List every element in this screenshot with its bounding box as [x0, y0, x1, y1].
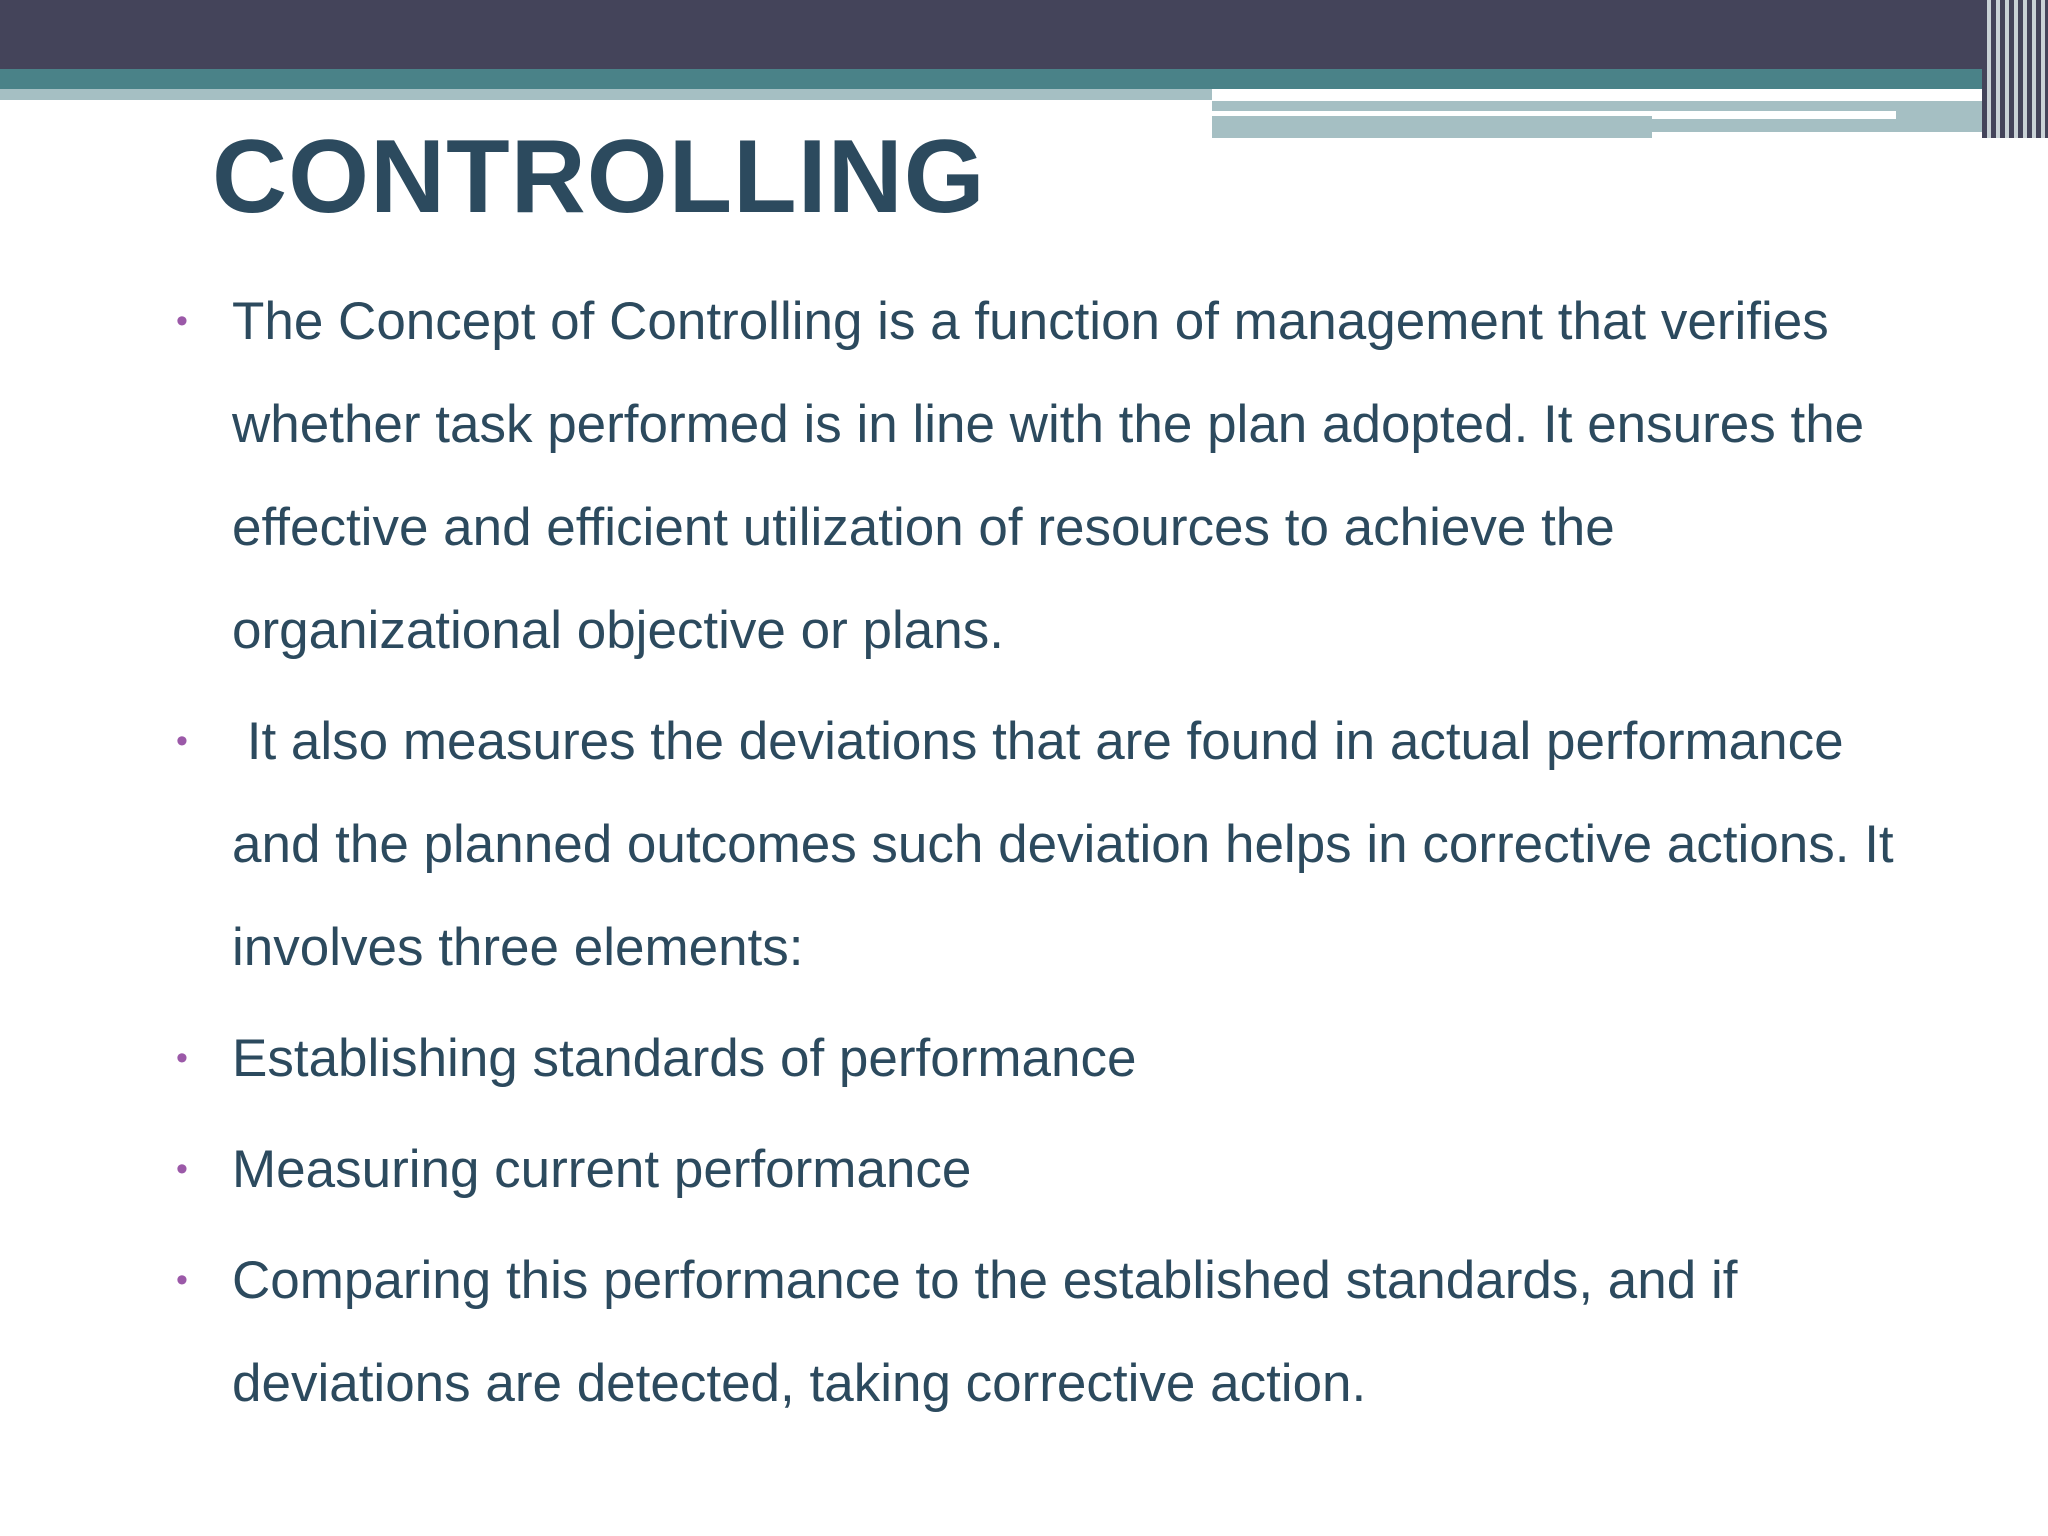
bullet-text: Establishing standards of performance [232, 1029, 1137, 1088]
bullet-marker-icon: • [176, 722, 188, 760]
header-band-accent [1652, 119, 1982, 132]
header-band-accent [1212, 101, 1896, 111]
bullet-text: Comparing this performance to the established standards, and if deviations are detected, taking corrective action. [232, 1251, 1738, 1413]
header-band-light [0, 89, 1212, 100]
bullet-text: It also measures the deviations that are found in actual performance and the planned outcomes such deviation helps in corrective actions. It involves three elements: [232, 712, 1909, 977]
bullet-text: Measuring current performance [232, 1140, 972, 1199]
header-band-teal [0, 69, 2048, 89]
slide-title: CONTROLLING [212, 119, 986, 235]
bullet-list [170, 270, 1910, 1435]
bullet-item [170, 690, 1910, 999]
bullet-text: The Concept of Controlling is a function of management that verifies whether task performed is in line with the plan adopted. It ensures the effective and efficient utilization of resources to achieve the organizational objective or plans. [232, 292, 1865, 660]
header-band-accent [1896, 101, 1982, 119]
bullet-item [170, 1007, 1910, 1110]
header-band-dark [0, 0, 2048, 69]
header-band-accent [1212, 116, 1652, 138]
bullet-item [170, 1229, 1910, 1435]
bullet-item [170, 1118, 1910, 1221]
bullet-marker-icon: • [176, 1039, 188, 1077]
bullet-marker-icon: • [176, 302, 188, 340]
bullet-item [170, 270, 1910, 682]
bullet-marker-icon: • [176, 1150, 188, 1188]
bullet-marker-icon: • [176, 1261, 188, 1299]
header-stripes [1982, 0, 2048, 138]
